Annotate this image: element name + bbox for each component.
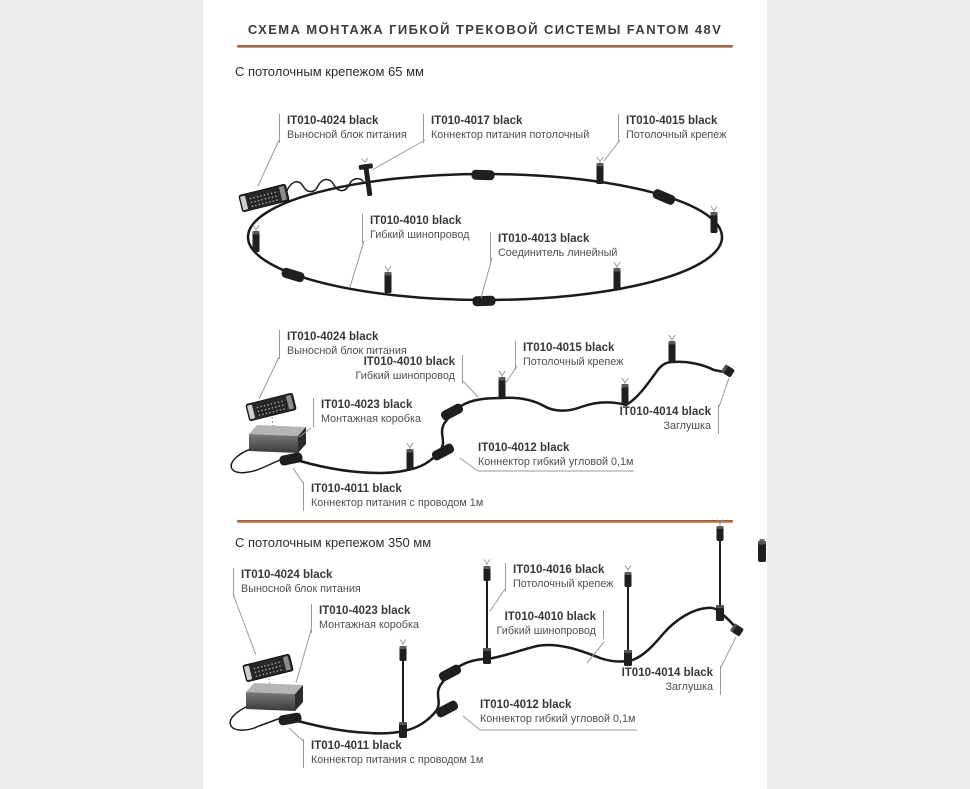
ceiling-mount-350-icon <box>716 520 724 622</box>
mounting-box-icon <box>249 425 306 453</box>
callout-it010-4023 <box>311 604 419 633</box>
flexible-corner-connector-icon <box>439 402 464 422</box>
page-title: СХЕМА МОНТАЖА ГИБКОЙ ТРЕКОВОЙ СИСТЕМЫ FANTOM 48V <box>247 22 723 37</box>
part-code: IT010-4017 black <box>431 115 523 127</box>
end-cap-icon <box>721 364 735 378</box>
callout-it010-4010 <box>356 355 463 384</box>
power-feed-connector-icon <box>279 452 304 467</box>
part-desc: Коннектор питания с проводом 1м <box>311 497 484 510</box>
part-code: IT010-4014 black <box>619 406 711 418</box>
loose-mount-icon <box>758 539 766 562</box>
part-desc: Заглушка <box>663 420 711 433</box>
part-desc: Коннектор гибкий угловой 0,1м <box>480 713 636 726</box>
callout-it010-4012 <box>480 698 635 727</box>
linear-connector-icon <box>651 188 676 206</box>
ceiling-mount-icon <box>407 443 414 470</box>
callout-it010-4015 <box>618 114 726 143</box>
ceiling-mount-icon <box>622 378 629 405</box>
callout-it010-4012 <box>478 441 633 470</box>
part-desc: Потолочный крепеж <box>626 129 727 142</box>
callout-it010-4024 <box>233 568 361 597</box>
part-code: IT010-4010 black <box>504 611 596 623</box>
part-desc: Гибкий шинопровод <box>370 229 470 242</box>
power-supply-icon <box>239 184 290 212</box>
part-code: IT010-4024 black <box>287 331 379 343</box>
part-desc: Выносной блок питания <box>287 345 407 358</box>
callout-it010-4015 <box>515 341 623 370</box>
callout-it010-4014 <box>622 666 721 695</box>
ceiling-mount-350-icon <box>483 560 491 665</box>
part-code: IT010-4011 black <box>311 483 402 495</box>
part-code: IT010-4010 black <box>363 356 455 368</box>
part-desc: Соединитель линейный <box>498 247 618 260</box>
ring-diagram <box>239 140 722 306</box>
part-desc: Монтажная коробка <box>319 619 419 632</box>
linear-connector-icon <box>472 296 495 307</box>
callout-it010-4014 <box>620 405 719 434</box>
callout-it010-4016 <box>505 563 613 592</box>
ceiling-mount-icon <box>614 262 621 289</box>
part-code: IT010-4015 black <box>626 115 718 127</box>
part-code: IT010-4023 black <box>321 399 413 411</box>
ceiling-mount-icon <box>669 335 676 362</box>
ceiling-mount-icon <box>385 266 392 293</box>
ceiling-mount-icon <box>711 206 718 233</box>
power-supply-icon <box>246 393 297 421</box>
ceiling-mount-icon <box>253 225 260 252</box>
callout-it010-4010 <box>497 610 604 639</box>
linear-connector-icon <box>281 267 306 283</box>
part-code: IT010-4024 black <box>287 115 379 127</box>
part-desc: Потолочный крепеж <box>513 578 614 591</box>
part-desc: Коннектор питания потолочный <box>431 129 590 142</box>
callout-it010-4017 <box>423 114 589 143</box>
ceiling-mount-350-icon <box>399 640 407 739</box>
callout-it010-4010 <box>362 214 469 243</box>
part-desc: Монтажная коробка <box>321 413 421 426</box>
part-desc: Выносной блок питания <box>287 129 407 142</box>
part-code: IT010-4015 black <box>523 342 615 354</box>
part-code: IT010-4010 black <box>370 215 462 227</box>
part-desc: Выносной блок питания <box>241 583 361 596</box>
part-desc: Гибкий шинопровод <box>496 625 596 638</box>
part-code: IT010-4016 black <box>513 564 605 576</box>
part-desc: Гибкий шинопровод <box>355 370 455 383</box>
callout-it010-4023 <box>313 398 421 427</box>
part-code: IT010-4024 black <box>241 569 333 581</box>
callout-it010-4011 <box>303 739 483 768</box>
part-desc: Заглушка <box>665 681 713 694</box>
part-desc: Коннектор питания с проводом 1м <box>311 754 484 767</box>
mounting-box-icon <box>246 683 303 711</box>
part-code: IT010-4014 black <box>621 667 713 679</box>
part-desc: Потолочный крепеж <box>523 356 624 369</box>
part-code: IT010-4011 black <box>311 740 402 752</box>
callout-it010-4024 <box>279 114 407 143</box>
power-feed-connector-icon <box>278 712 302 726</box>
flexible-corner-connector-icon <box>437 663 462 683</box>
ceiling-mount-icon <box>499 371 506 398</box>
linear-connector-icon <box>471 170 494 181</box>
power-supply-icon <box>243 654 294 682</box>
ceiling-mount-icon <box>597 157 604 184</box>
part-code: IT010-4013 black <box>498 233 590 245</box>
ceiling-power-connector-icon <box>358 157 377 197</box>
part-code: IT010-4023 black <box>319 605 411 617</box>
callout-it010-4011 <box>303 482 483 511</box>
part-code: IT010-4012 black <box>478 442 570 454</box>
part-desc: Коннектор гибкий угловой 0,1м <box>478 456 634 469</box>
callout-it010-4013 <box>490 232 617 261</box>
part-code: IT010-4012 black <box>480 699 572 711</box>
section-heading-65mm: С потолочным крепежом 65 мм <box>235 64 424 79</box>
ceiling-mount-350-icon <box>624 566 632 667</box>
section-heading-350mm: С потолочным крепежом 350 мм <box>235 535 432 550</box>
flex-track-ring <box>248 174 722 300</box>
